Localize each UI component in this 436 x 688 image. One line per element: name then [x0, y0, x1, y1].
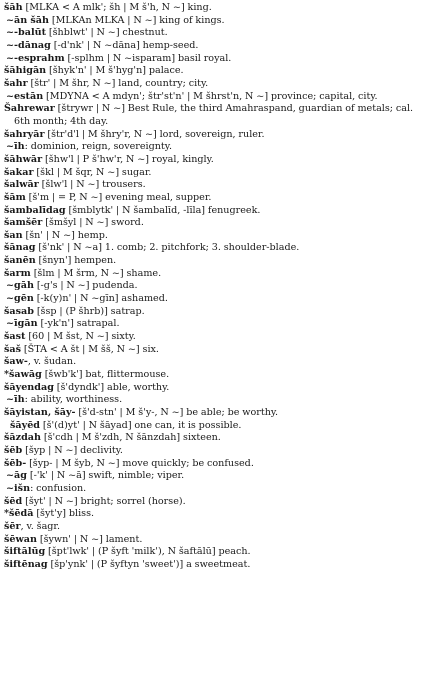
entry-headword: ~-esprahm: [6, 52, 65, 64]
dictionary-subentry: [4, 91, 432, 104]
dictionary-entry: [4, 331, 432, 344]
entry-headword: šāyendag: [4, 381, 54, 393]
entry-headword: šēb-: [4, 457, 27, 469]
dictionary-entry: [4, 496, 432, 509]
dictionary-entry: [4, 65, 432, 78]
entry-definition: [-yk'n'] satrapal.: [40, 318, 120, 330]
entry-definition: [-g's | N ~] pudenda.: [36, 280, 138, 292]
entry-headword: ~estān: [6, 90, 44, 102]
entry-definition: : dominion, reign, sovereignty.: [24, 141, 172, 153]
dictionary-entry: [4, 230, 432, 243]
dictionary-subentry: [4, 470, 432, 483]
entry-headword: šasab: [4, 305, 34, 317]
dictionary-entry: [4, 382, 432, 395]
entry-headword: šēd: [4, 495, 23, 507]
entry-headword: šaš: [4, 343, 22, 355]
entry-headword: ~-dānag: [6, 39, 51, 51]
dictionary-entry: [4, 432, 432, 445]
entry-headword: šāhwār: [4, 153, 43, 165]
entry-headword: ~īh: [6, 141, 25, 153]
entry-headword: šalwār: [4, 179, 39, 191]
dictionary-entry: [4, 306, 432, 319]
entry-headword: ~gāh: [6, 280, 34, 292]
dictionary-entry: [4, 242, 432, 255]
entry-headword: šahryār: [4, 128, 45, 140]
entry-definition: [šp'ynk' | (P šyftyn 'sweet')] a sweetmeat.: [50, 558, 251, 570]
dictionary-subentry: [4, 141, 432, 154]
dictionary-entry: [4, 445, 432, 458]
dictionary-entry: [4, 192, 432, 205]
dictionary-subentry: [4, 15, 432, 28]
entry-headword: šāyistan, šāy-: [4, 407, 76, 418]
dictionary-entry: [4, 154, 432, 167]
entry-definition: [MLKAn MLKA | N ~] king of kings.: [51, 14, 225, 26]
dictionary-subentry: [4, 394, 432, 407]
entry-definition: [š'm | = P, N ~] evening meal, supper.: [28, 191, 212, 203]
entry-definition: [šhyk'n' | M š'hyg'n] palace.: [49, 65, 184, 77]
dictionary-subentry: [4, 40, 432, 53]
entry-definition: [š'd-stn' | M š'y-, N ~] be able; be worthy.: [78, 407, 279, 418]
dictionary-entry: [4, 508, 432, 521]
entry-definition: [štrywr | N ~] Best Rule, the third Amahraspand, guardian of metals; cal. 6th month; 4th day.: [14, 103, 414, 127]
entry-definition: [-k(y)n' | N ~gīn] ashamed.: [36, 293, 168, 305]
entry-definition: [špt'lwk' | (P šyft 'milk'), N šaftālū] peach.: [48, 546, 251, 558]
entry-headword: *šēdā: [4, 508, 34, 520]
dictionary-subentry: [4, 280, 432, 293]
dictionary-entry: [4, 534, 432, 547]
entry-definition: [šmblytk' | N šambalīd, -līla] fenugreek.: [68, 204, 261, 216]
entry-definition: [šhblwt' | N ~] chestnut.: [48, 27, 168, 39]
entry-headword: ~gēn: [6, 293, 34, 305]
dictionary-entry: [4, 129, 432, 142]
entry-headword: šakar: [4, 166, 34, 178]
entry-headword: šiftālūg: [4, 546, 46, 558]
entry-headword: šēr: [4, 520, 21, 532]
dictionary-entry: [4, 103, 432, 128]
entry-definition: [šyt'y] bliss.: [36, 508, 95, 520]
dictionary-entry: [4, 2, 432, 15]
dictionary-entry: [4, 344, 432, 357]
entry-definition: [š'nk' | N ~a] 1. comb; 2. pitchfork; 3. shoulder-blade.: [38, 242, 300, 254]
dictionary-entry: [4, 217, 432, 230]
entry-definition: [šyp | N ~] declivity.: [25, 444, 123, 456]
entry-headword: šamšēr: [4, 217, 43, 229]
entry-headword: šambalīdag: [4, 204, 66, 216]
entry-headword: Šahrewar: [4, 103, 55, 115]
entry-definition: , v. šudan.: [27, 356, 77, 368]
dictionary-subentry: [4, 27, 432, 40]
entry-headword: *šawāg: [4, 369, 42, 381]
dictionary-subentry: [4, 318, 432, 331]
entry-headword: šast: [4, 331, 26, 343]
entry-definition: , v. šagr.: [20, 520, 61, 532]
entry-definition: [šyp- | M šyb, N ~] move quickly; be confused.: [29, 457, 254, 469]
dictionary-entry: [4, 356, 432, 369]
entry-definition: [šlw'l | N ~] trousers.: [41, 179, 146, 191]
entry-definition: [štr' | M šhr, N ~] land, country; city.: [30, 77, 209, 89]
entry-headword: šēwan: [4, 533, 37, 545]
entry-definition: [šywn' | N ~] lament.: [39, 533, 143, 545]
entry-definition: [š'(d)yt' | N šāyad] one can, it is possible.: [42, 419, 242, 431]
entry-headword: šēb: [4, 444, 23, 456]
entry-definition: [šnyn'] hempen.: [38, 255, 117, 267]
entry-headword: šarm: [4, 267, 31, 279]
dictionary-subentry: [4, 53, 432, 66]
dictionary-subentry: [4, 420, 432, 433]
dictionary-entry: [4, 407, 432, 420]
entry-definition: [šn' | N ~] hemp.: [25, 229, 108, 241]
entry-headword: šan: [4, 229, 23, 241]
entry-definition: [š'dyndk'] able, worthy.: [56, 381, 170, 393]
dictionary-entry: [4, 78, 432, 91]
entry-headword: ~-balūt: [6, 27, 46, 39]
entry-headword: šanēn: [4, 255, 36, 267]
dictionary-subentry: [4, 483, 432, 496]
entry-definition: : confusion.: [30, 482, 87, 494]
dictionary-entry: [4, 255, 432, 268]
dictionary-entry: [4, 546, 432, 559]
entry-headword: šāhigān: [4, 65, 47, 77]
entry-headword: ~ān šāh: [6, 14, 49, 26]
entry-definition: : ability, worthiness.: [24, 394, 123, 406]
entry-headword: ~āg: [6, 470, 27, 482]
entry-definition: [škl | M šqr, N ~] sugar.: [36, 166, 152, 178]
entry-headword: šahr: [4, 77, 28, 89]
entry-definition: [šwb'k'] bat, flittermouse.: [44, 369, 170, 381]
dictionary-entry: [4, 559, 432, 572]
dictionary-entry: [4, 179, 432, 192]
entry-headword: ~īh: [6, 394, 25, 406]
entry-definition: [ŠTA < A št | M šš, N ~] six.: [23, 343, 159, 355]
entry-headword: šāyēd: [10, 419, 41, 431]
dictionary-entry: [4, 205, 432, 218]
entry-headword: ~īgān: [6, 318, 38, 330]
entry-definition: [šlm | M šrm, N ~] shame.: [33, 267, 162, 279]
dictionary-entry: [4, 521, 432, 534]
entry-headword: šāzdah: [4, 432, 41, 444]
entry-headword: šānag: [4, 242, 36, 254]
dictionary-entry: [4, 369, 432, 382]
dictionary-entry: [4, 268, 432, 281]
entry-definition: [šhw'l | P š'hw'r, N ~] royal, kingly.: [44, 153, 214, 165]
entry-definition: [-d'nk' | N ~dāna] hemp-seed.: [53, 39, 199, 51]
entry-definition: [60 | M šst, N ~] sixty.: [28, 331, 136, 343]
entry-definition: [štr'd'l | M šhry'r, N ~] lord, sovereign, ruler.: [47, 128, 265, 140]
entry-headword: ~išn: [6, 482, 31, 494]
dictionary-entry: [4, 458, 432, 471]
entry-headword: šiftēnag: [4, 558, 48, 570]
dictionary-entry: [4, 167, 432, 180]
entry-definition: [-splhm | N ~isparam] basil royal.: [67, 52, 232, 64]
entry-definition: [-'k' | N ~ā] swift, nimble; viper.: [29, 470, 185, 482]
entry-definition: [šmšyl | N ~] sword.: [45, 217, 144, 229]
entry-definition: [š'cdh | M š'zdh, N šānzdah] sixteen.: [43, 432, 221, 444]
entry-headword: šaw-: [4, 356, 28, 368]
entry-definition: [šyt' | N ~] bright; sorrel (horse).: [25, 495, 186, 507]
entry-definition: [MLKA < A mlk'; šh | M š'h, N ~] king.: [25, 2, 212, 13]
entry-headword: šām: [4, 191, 26, 203]
entry-definition: [MDYNA < A mdyn'; štr'st'n' | M šhrst'n, N ~] province; capital, city.: [46, 90, 378, 102]
dictionary-subentry: [4, 293, 432, 306]
entry-definition: [šsp | (P šhrb)] satrap.: [36, 305, 145, 317]
entry-headword: šāh: [4, 2, 23, 13]
